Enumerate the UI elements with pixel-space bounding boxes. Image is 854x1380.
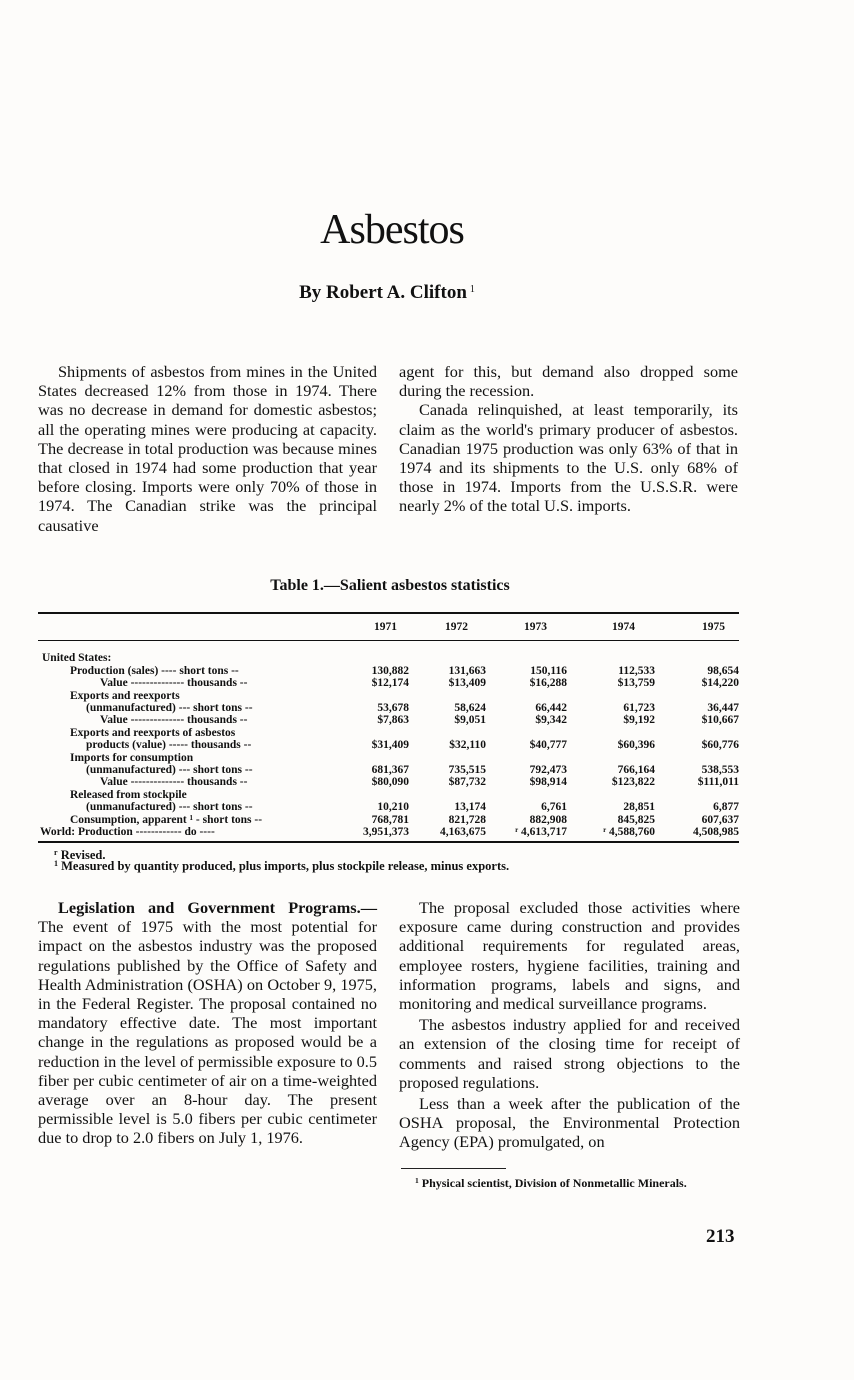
body-left-column: [38, 898, 377, 1148]
cell-value: $80,090: [371, 776, 409, 789]
footnote-mark: 1: [54, 859, 58, 868]
intro-paragraph: Canada relinquished, at least temporarily, its claim as the world's primary producer of asbestos. Canadian 1975 production was only 63% of that in 1974 and its shipments to the U.S. only 68% of those in 1974. Imports from the U.S.S.R. were nearly 2% of the total U.S. imports.: [399, 400, 738, 516]
intro-left-column: [38, 362, 377, 535]
cell-value: 36,447: [707, 702, 739, 715]
cell-value: $7,863: [377, 714, 409, 727]
table-row: [38, 702, 739, 714]
table-row: [38, 814, 739, 826]
cell-value: 130,882: [371, 664, 409, 677]
cell-value: $31,409: [371, 739, 409, 752]
footnote-mark: r: [54, 848, 58, 857]
cell-value: 4,508,985: [693, 826, 739, 839]
cell-value: 3,951,373: [363, 826, 409, 839]
footnote-mark: 1: [415, 1176, 419, 1185]
author-name: By Robert A. Clifton: [299, 282, 467, 303]
table-row: [38, 764, 739, 776]
cell-value: $16,288: [529, 677, 567, 690]
cell-value: $60,776: [701, 739, 739, 752]
body-paragraph-text: The event of 1975 with the most potential for impact on the asbestos industry was the proposed regulations published by the Office of Safety and Health Administration (OSHA) on October 9, 1975, in the Federal Register. The proposal contained no mandatory effective date. The most important change in the regulations as proposed would be a reduction in the level of permissible exposure to 0.5 fiber per cubic centimeter of air on a time-weighted average over an 8-hour day. The present permissible level is 5.0 fibers per cubic centimeter due to drop to 2.0 fibers on July 1, 1976.: [38, 917, 377, 1148]
cell-value: $60,396: [617, 739, 655, 752]
cell-value: 131,663: [448, 664, 486, 677]
cell-value: $9,051: [454, 714, 486, 727]
body-right-column: [399, 898, 740, 1152]
page-number: 213: [706, 1226, 735, 1247]
cell-value: 10,210: [377, 801, 409, 814]
row-label: (unmanufactured) --- short tons --: [86, 702, 253, 715]
cell-value: 792,473: [529, 764, 567, 777]
table-top-rule: [38, 612, 739, 614]
cell-value: 53,678: [377, 702, 409, 715]
row-label: Value -------------- thousands --: [100, 714, 248, 727]
row-label: products (value) ----- thousands --: [86, 739, 252, 752]
cell-value: $12,174: [371, 677, 409, 690]
cell-value: $9,342: [535, 714, 567, 727]
author-note-mark: 1: [469, 284, 475, 295]
cell-value: 28,851: [623, 801, 655, 814]
table-title: Table 1.—Salient asbestos statistics: [270, 577, 510, 594]
cell-value: 681,367: [371, 764, 409, 777]
body-paragraph: The proposal excluded those activities where exposure came during construction and provides additional requirements for regulated areas, employee rosters, hygiene facilities, training and information programs, labels and signs, and monitoring and medical surveillance programs.: [399, 898, 740, 1014]
table-bottom-rule: [38, 841, 739, 843]
row-label: World: Production ------------ do ----: [40, 826, 215, 839]
cell-value: 768,781: [371, 813, 409, 826]
cell-value: 150,116: [530, 664, 567, 677]
cell-value: $123,822: [611, 776, 655, 789]
section-heading: Legislation and Government Programs.—: [58, 898, 377, 917]
cell-value: 821,728: [448, 813, 486, 826]
cell-value: 66,442: [535, 702, 567, 715]
row-label: (unmanufactured) --- short tons --: [86, 801, 253, 814]
header-label: [38, 615, 341, 640]
row-label: United States:: [42, 652, 112, 665]
table-row: [38, 690, 739, 702]
cell-value: 845,825: [617, 813, 655, 826]
cell-value: $32,110: [449, 739, 486, 752]
body-paragraph: Less than a week after the publication of the OSHA proposal, the Environmental Protection Agency (EPA) promulgated, on: [399, 1094, 740, 1152]
year-header: 1973: [524, 621, 547, 634]
row-label: Exports and reexports of asbestos: [70, 726, 236, 739]
table-row: [38, 652, 739, 664]
row-label: Released from stockpile: [70, 788, 187, 801]
row-label: Value -------------- thousands --: [100, 677, 248, 690]
table-row: [38, 677, 739, 689]
cell-value: $13,409: [448, 677, 486, 690]
author-footnote: [401, 1174, 741, 1190]
cell-value: $14,220: [701, 677, 739, 690]
intro-right-column: [399, 362, 738, 516]
cell-value: $98,914: [529, 776, 567, 789]
row-label: Exports and reexports: [70, 689, 180, 702]
cell-value: 735,515: [448, 764, 486, 777]
intro-paragraph-continued: agent for this, but demand also dropped some during the recession.: [399, 362, 738, 401]
year-header: 1975: [702, 621, 725, 634]
cell-value: 112,533: [618, 664, 655, 677]
cell-value: $10,667: [701, 714, 739, 727]
cell-value: 13,174: [454, 801, 486, 814]
cell-value: 4,163,675: [440, 826, 486, 839]
cell-value: $87,732: [448, 776, 486, 789]
salient-statistics-table: [38, 615, 739, 838]
body-paragraph: [38, 898, 377, 1148]
cell-value: 61,723: [623, 702, 655, 715]
row-label: (unmanufactured) --- short tons --: [86, 764, 253, 777]
cell-value: $40,777: [529, 739, 567, 752]
footnote-text: Physical scientist, Division of Nonmetallic Minerals.: [421, 1176, 687, 1190]
table-row: [38, 826, 739, 838]
table-row: [38, 665, 739, 677]
row-label: Consumption, apparent ¹ - short tons --: [70, 813, 263, 826]
body-paragraph: The asbestos industry applied for and received an extension of the closing time for receipt of comments and raised strong objections to the proposed regulations.: [399, 1015, 740, 1092]
table-row: [38, 739, 739, 751]
table-row: [38, 776, 739, 788]
table-row: [38, 727, 739, 739]
cell-value: 607,637: [701, 813, 739, 826]
cell-value: 6,877: [713, 801, 739, 814]
article-title: Asbestos: [320, 207, 464, 253]
table-footnote-consumption: [54, 859, 509, 874]
cell-value: 538,553: [701, 764, 739, 777]
byline: [0, 282, 774, 304]
cell-value: $111,011: [697, 776, 739, 789]
year-header: 1971: [374, 621, 397, 634]
table-row: [38, 789, 739, 801]
footnote-rule: [401, 1168, 506, 1169]
cell-value: 6,761: [541, 801, 567, 814]
row-label: Imports for consumption: [70, 751, 194, 764]
cell-value: $9,192: [623, 714, 655, 727]
table-row: [38, 752, 739, 764]
cell-value: ʳ 4,613,717: [515, 826, 567, 839]
cell-value: 98,654: [707, 664, 739, 677]
cell-value: $13,759: [617, 677, 655, 690]
row-label: Production (sales) ---- short tons --: [70, 664, 239, 677]
cell-value: 58,624: [454, 702, 486, 715]
year-header: 1972: [445, 621, 468, 634]
table-row: [38, 714, 739, 726]
row-label: Value -------------- thousands --: [100, 776, 248, 789]
intro-paragraph: Shipments of asbestos from mines in the United States decreased 12% from those in 1974. There was no decrease in demand for domestic asbestos; all the operating mines were producing at capacity. The decrease in total production was because mines that closed in 1974 had some production that year before closing. Imports were only 70% of those in 1974. The Canadian strike was the principal causative: [38, 362, 377, 535]
table-row: [38, 801, 739, 813]
cell-value: 882,908: [529, 813, 567, 826]
year-header: 1974: [612, 621, 635, 634]
cell-value: 766,164: [617, 764, 655, 777]
table-header-row: [38, 615, 739, 640]
cell-value: ʳ 4,588,760: [603, 826, 655, 839]
footnote-text: Revised.: [60, 848, 106, 862]
footnote-text: Measured by quantity produced, plus imports, plus stockpile release, minus exports.: [61, 859, 510, 873]
